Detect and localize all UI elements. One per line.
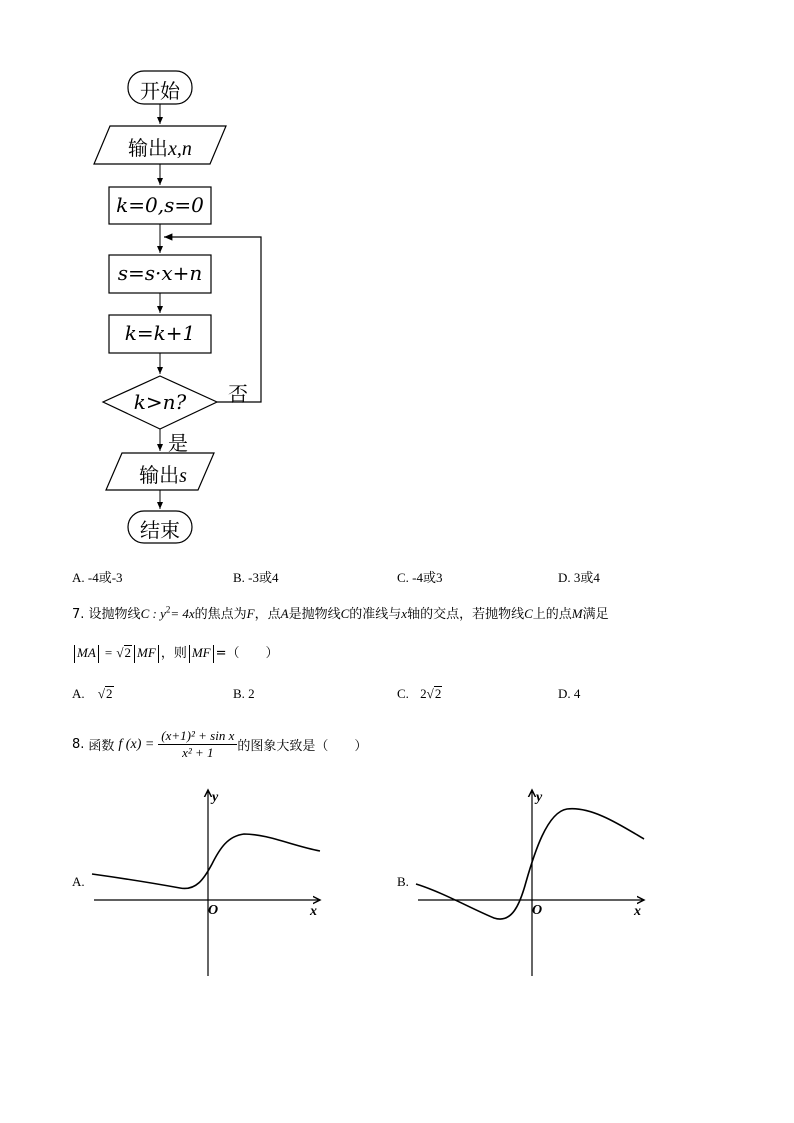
q7-var: M (571, 606, 583, 621)
q7-var: F (246, 606, 255, 621)
q7-text: ，点 (254, 607, 281, 622)
q6-option-d[interactable]: D. 3或4 (558, 570, 600, 585)
q6-option-c[interactable]: C. -4或3 (397, 570, 443, 585)
q8-option-a-label[interactable]: A. (72, 874, 85, 889)
init-label: k=0,s=0 (116, 193, 204, 217)
q7-mf2: MF (191, 645, 211, 660)
q7-text: 的焦点为 (194, 607, 247, 622)
curve-a (92, 834, 320, 888)
q8-option-b-label[interactable]: B. (397, 874, 409, 889)
q7-option-c[interactable]: C. 2√2 (397, 686, 442, 701)
q8-graph-a[interactable] (88, 784, 328, 984)
q7-mf: MF (137, 645, 156, 660)
q7-then: ，则 (160, 646, 187, 661)
q7-option-b[interactable]: B. 2 (233, 686, 255, 701)
y-axis-label: y (536, 790, 543, 805)
x-axis-label: x (634, 904, 641, 919)
q7-curve: C : y (140, 606, 166, 621)
q7-stem-line1: 7. 设抛物线C : $y^2= 4x$的焦点为F，点A是抛物线C的准线与x轴的交点，若抛物线C上的点M满足 (72, 604, 609, 622)
output-label (118, 459, 208, 488)
q7-text: 设抛物线 (88, 607, 141, 622)
input-vars: x,n (168, 138, 192, 160)
q7-root: 2 (124, 645, 132, 660)
q7-option-c-value: 2 (434, 686, 442, 701)
x-axis-label: x (310, 904, 317, 919)
q7-text: 轴的交点，若抛物线 (407, 607, 525, 622)
q8-numerator: (x+1)² + sin x (158, 728, 237, 745)
q7-option-c-label: C. (397, 686, 409, 701)
q8-text: 函数 (88, 739, 115, 754)
start-label: 开始 (140, 79, 180, 103)
input-label (110, 132, 210, 161)
origin-label: O (532, 903, 543, 918)
q7-stem-line2: MA = √2 MF ，则 MF =（ ） (72, 643, 279, 664)
input-prefix: 输出 (128, 136, 169, 160)
q7-option-d[interactable]: D. 4 (558, 686, 581, 701)
q7-text: 满足 (582, 607, 609, 622)
q7-option-a-value: 2 (106, 686, 113, 701)
no-label: 否 (228, 382, 248, 406)
q6-option-b[interactable]: B. -3或4 (233, 570, 279, 585)
q7-option-a[interactable]: A. √2 (72, 686, 113, 701)
q7-option-c-coef: 2 (420, 686, 427, 701)
q7-tail: =（ ） (215, 646, 279, 661)
q8-text: 的图象大致是（ ） (237, 739, 368, 754)
q7-var: A (280, 606, 289, 621)
q8-number: 8. (72, 737, 85, 752)
q7-text: 是抛物线 (288, 607, 341, 622)
step1-label: s=s·x+n (117, 261, 203, 285)
q7-text: 上的点 (532, 607, 572, 622)
output-var: s (179, 465, 187, 487)
curve-b (416, 809, 644, 919)
output-prefix: 输出 (139, 463, 180, 487)
q7-ma: MA (77, 645, 96, 660)
y-axis-label: y (212, 790, 219, 805)
q8-fraction (158, 728, 237, 761)
q7-option-a-label: A. (72, 686, 85, 701)
q7-var: C (340, 606, 350, 621)
q8-fx: f (x) = (118, 736, 155, 752)
q8-stem (72, 728, 367, 761)
end-label: 结束 (140, 518, 180, 542)
q8-graph-b[interactable] (412, 784, 652, 984)
origin-label: O (208, 903, 219, 918)
q7-var: x (401, 606, 408, 621)
yes-label: 是 (168, 431, 188, 455)
step2-label: k=k+1 (124, 321, 196, 345)
q6-option-a[interactable]: A. -4或-3 (72, 570, 123, 585)
q7-curve-rhs: = 4x (170, 606, 195, 621)
q7-text: 的准线与 (349, 607, 402, 622)
q7-eq: = (104, 645, 113, 660)
q7-var: C (524, 606, 533, 621)
q7-number: 7. (72, 607, 85, 622)
condition-label: k>n? (133, 390, 187, 414)
q8-denominator: x² + 1 (182, 745, 214, 760)
